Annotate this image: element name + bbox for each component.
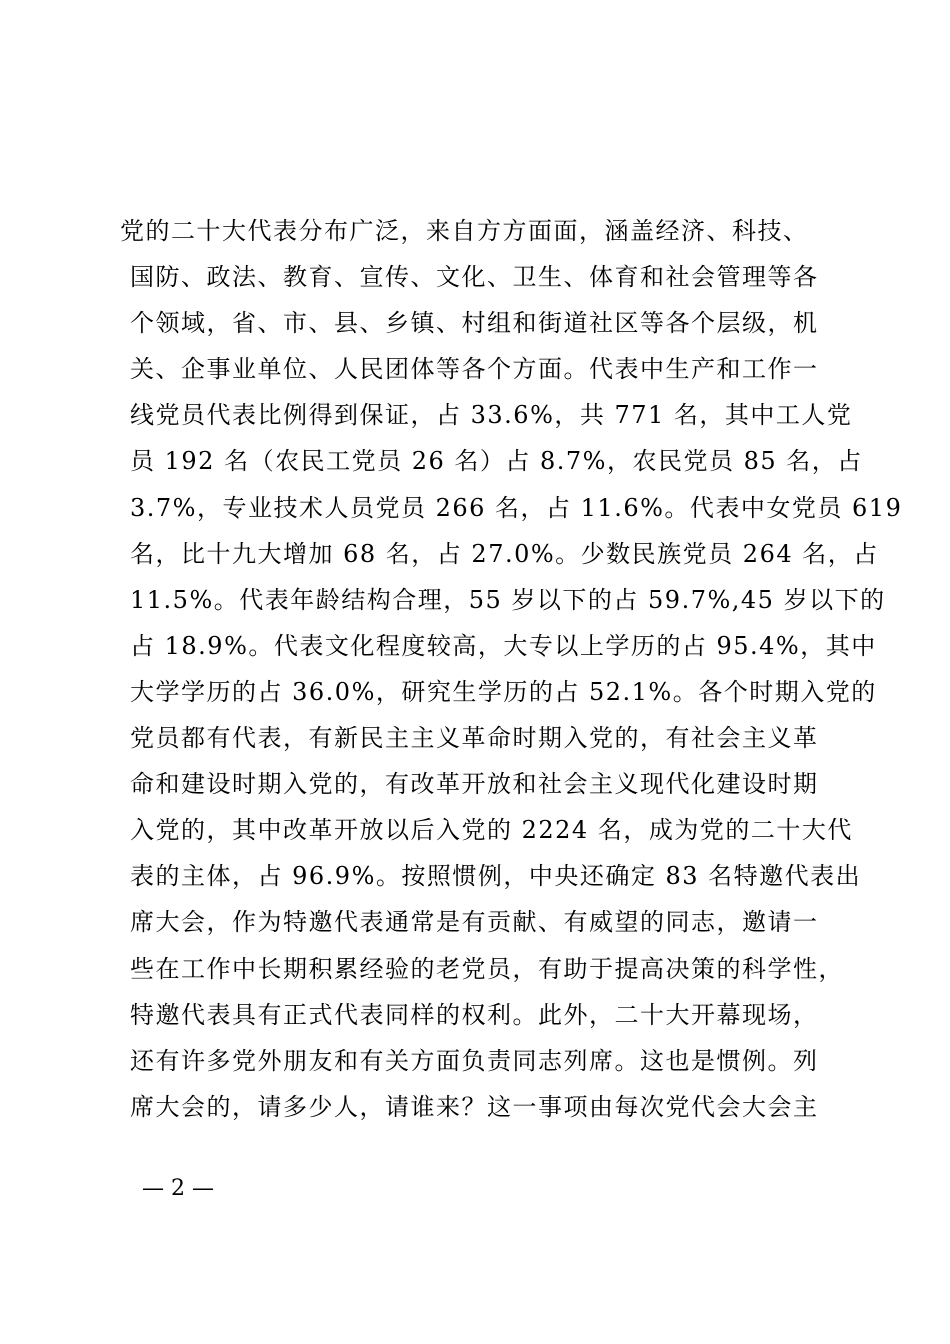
paragraph-line: 些在工作中长期积累经验的老党员，有助于提高决策的科学性， <box>130 954 844 983</box>
paragraph-line: 线党员代表比例得到保证，占 33.6%，共 771 名，其中工人党 <box>130 401 853 430</box>
paragraph-line: 入党的，其中改革开放以后入党的 2224 名，成为党的二十大代 <box>130 816 853 845</box>
paragraph-line: 大学学历的占 36.0%，研究生学历的占 52.1%。各个时期入党的 <box>130 677 877 706</box>
paragraph-line: 表的主体，占 96.9%。按照惯例，中央还确定 83 名特邀代表出 <box>130 862 862 891</box>
paragraph-line: 员 192 名（农民工党员 26 名）占 8.7%，农民党员 85 名，占 <box>130 447 863 476</box>
paragraph-line: 占 18.9%。代表文化程度较高，大专以上学历的占 95.4%，其中 <box>130 631 877 660</box>
paragraph-line: 国防、政法、教育、宣传、文化、卫生、体育和社会管理等各 <box>130 263 819 292</box>
body-paragraph <box>120 208 903 1130</box>
paragraph-line: 个领域，省、市、县、乡镇、村组和街道社区等各个层级，机 <box>130 309 819 338</box>
paragraph-line: 命和建设时期入党的，有改革开放和社会主义现代化建设时期 <box>130 770 819 799</box>
paragraph-line: 3.7%，专业技术人员党员 266 名，占 11.6%。代表中女党员 619 <box>130 493 903 522</box>
paragraph-line: 特邀代表具有正式代表同样的权利。此外，二十大开幕现场， <box>130 1000 819 1029</box>
page-number: — 2 — <box>142 1176 214 1201</box>
paragraph-line: 11.5%。代表年龄结构合理，55 岁以下的占 59.7%,45 岁以下的 <box>130 585 886 614</box>
paragraph-line: 关、企事业单位、人民团体等各个方面。代表中生产和工作一 <box>130 355 819 384</box>
paragraph-line: 党的二十大代表分布广泛，来自方方面面，涵盖经济、科技、 <box>120 217 809 245</box>
paragraph-line: 还有许多党外朋友和有关方面负责同志列席。这也是惯例。列 <box>130 1046 819 1075</box>
paragraph-line: 席大会，作为特邀代表通常是有贡献、有威望的同志，邀请一 <box>130 908 819 937</box>
paragraph-line: 席大会的，请多少人，请谁来？这一事项由每次党代会大会主 <box>130 1092 819 1121</box>
paragraph-line: 党员都有代表，有新民主主义革命时期入党的，有社会主义革 <box>130 724 819 753</box>
paragraph-line: 名，比十九大增加 68 名，占 27.0%。少数民族党员 264 名，占 <box>130 539 879 568</box>
